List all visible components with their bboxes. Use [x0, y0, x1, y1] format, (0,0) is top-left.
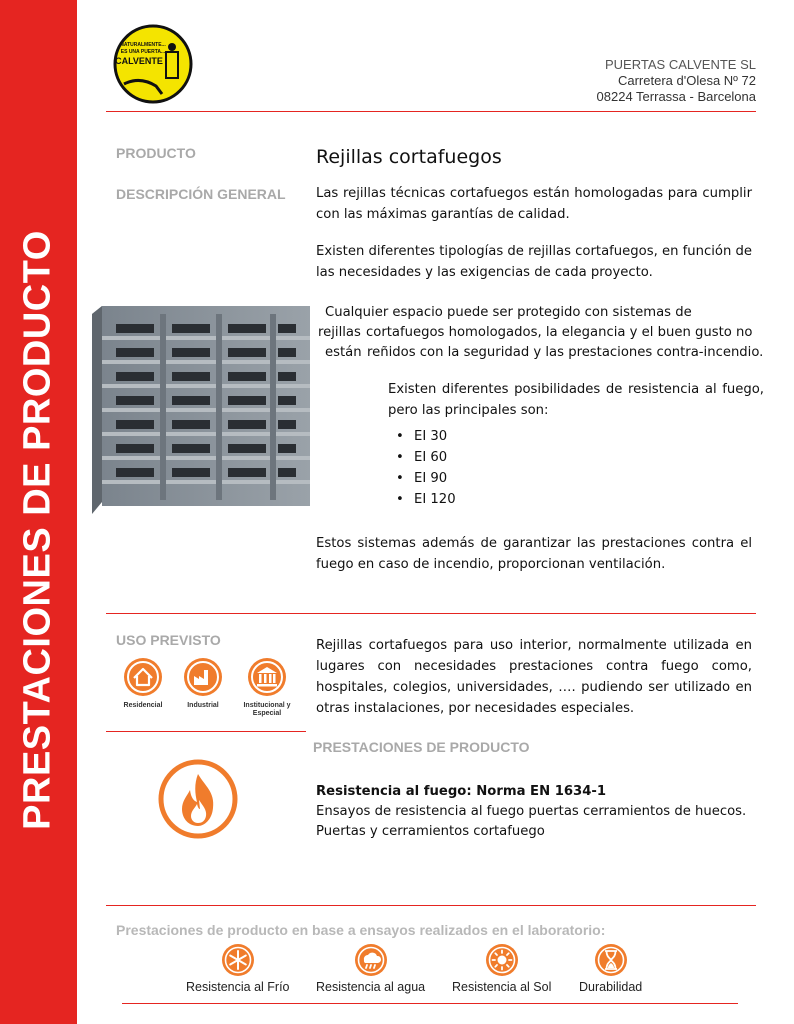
factory-icon	[182, 656, 224, 698]
footer-divider	[106, 905, 756, 906]
list-item: • EI 120	[396, 489, 456, 510]
uso-industrial-label: Industrial	[187, 702, 219, 709]
uso-institucional	[237, 656, 297, 718]
sun-icon	[484, 942, 520, 978]
uso-residencial-label: Residencial	[123, 702, 163, 709]
list-item: • EI 30	[396, 426, 456, 447]
hourglass-icon	[593, 942, 629, 978]
list-item: • EI 60	[396, 447, 456, 468]
badge-agua-label: Resistencia al agua	[316, 980, 426, 994]
uso-industrial	[173, 656, 233, 710]
uso-divider	[106, 731, 306, 732]
badge-sol-label: Resistencia al Sol	[452, 980, 552, 994]
description-paragraph-5: Estos sistemas además de garantizar las prestaciones contra el fuego en caso de incendio, proporcionan ventilación.	[316, 536, 752, 572]
uso-residencial	[113, 656, 173, 710]
footer-title: Prestaciones de producto en base a ensayos realizados en el laboratorio:	[116, 922, 606, 938]
uso-text: Rejillas cortafuegos para uso interior, normalmente utilizada en lugares con necesidades prestaciones contra fuego como, hospitales, colegios, universidades, …. pudiendo ser utilizado en otras instalaciones, por necesidades especiales.	[316, 638, 752, 716]
badge-sol	[452, 942, 551, 994]
section-divider	[106, 613, 756, 614]
snowflake-icon	[220, 942, 256, 978]
logo-line1: NATURALMENTE...	[120, 42, 166, 48]
company-address-2: 08224 Terrassa - Barcelona	[596, 89, 756, 104]
list-item: • EI 90	[396, 468, 456, 489]
rating-list	[396, 426, 456, 510]
badge-frio-label: Resistencia al Frío	[186, 980, 290, 994]
description-paragraph-4: Existen diferentes posibilidades de resistencia al fuego, pero las principales son:	[388, 382, 764, 418]
badge-agua	[316, 942, 425, 994]
uso-institucional-label: Institucional y Especial	[243, 702, 291, 717]
description-p3-line3: reñidos con la seguridad y las prestaciones contra-incendio.	[367, 345, 764, 360]
label-uso-previsto: USO PREVISTO	[116, 632, 221, 648]
description-paragraph-2: Existen diferentes tipologías de rejillas cortafuegos, en función de las necesidades y las exigencias de cada proyecto.	[316, 244, 752, 280]
bottom-divider	[122, 1003, 738, 1004]
label-producto: PRODUCTO	[116, 145, 196, 161]
label-prestaciones: PRESTACIONES DE PRODUCTO	[313, 739, 530, 755]
rain-icon	[353, 942, 389, 978]
norm-title: Resistencia al fuego: Norma EN 1634-1	[316, 784, 607, 799]
description-p3-word-a: rejillas	[318, 325, 361, 340]
label-descripcion: DESCRIPCIÓN GENERAL	[116, 186, 286, 202]
company-info	[597, 57, 756, 105]
sidebar-band	[0, 0, 77, 1024]
logo-brand: CALVENTE	[115, 56, 163, 66]
badge-durabilidad-label: Durabilidad	[579, 980, 643, 994]
description-p3-word-b: están	[325, 345, 362, 360]
badge-durabilidad	[579, 942, 642, 994]
sidebar-title: PRESTACIONES DE PRODUCTO	[16, 230, 59, 830]
company-address-1: Carretera d'Olesa Nº 72	[617, 73, 756, 88]
house-icon	[122, 656, 164, 698]
uso-icons-row	[113, 656, 303, 722]
badge-frio	[186, 942, 290, 994]
norm-line-2: Puertas y cerramientos cortafuego	[316, 824, 545, 839]
description-p3-line1: Cualquier espacio puede ser protegido con sistemas de	[325, 305, 692, 320]
header-divider	[106, 111, 756, 112]
description-paragraph-1: Las rejillas técnicas cortafuegos están homologadas para cumplir con las máximas garantías de calidad.	[316, 186, 752, 222]
product-title: Rejillas cortafuegos	[316, 146, 502, 168]
fire-icon	[157, 758, 239, 840]
fire-grille-image	[92, 306, 310, 514]
company-name: PUERTAS CALVENTE SL	[605, 57, 756, 72]
institution-icon	[246, 656, 288, 698]
calvente-logo	[110, 24, 196, 104]
description-p3-line2: cortafuegos homologados, la elegancia y el buen gusto no	[366, 325, 753, 340]
norm-line-1: Ensayos de resistencia al fuego puertas cerramientos de huecos.	[316, 804, 747, 819]
logo-line2: ES UNA PUERTA...	[120, 49, 166, 55]
